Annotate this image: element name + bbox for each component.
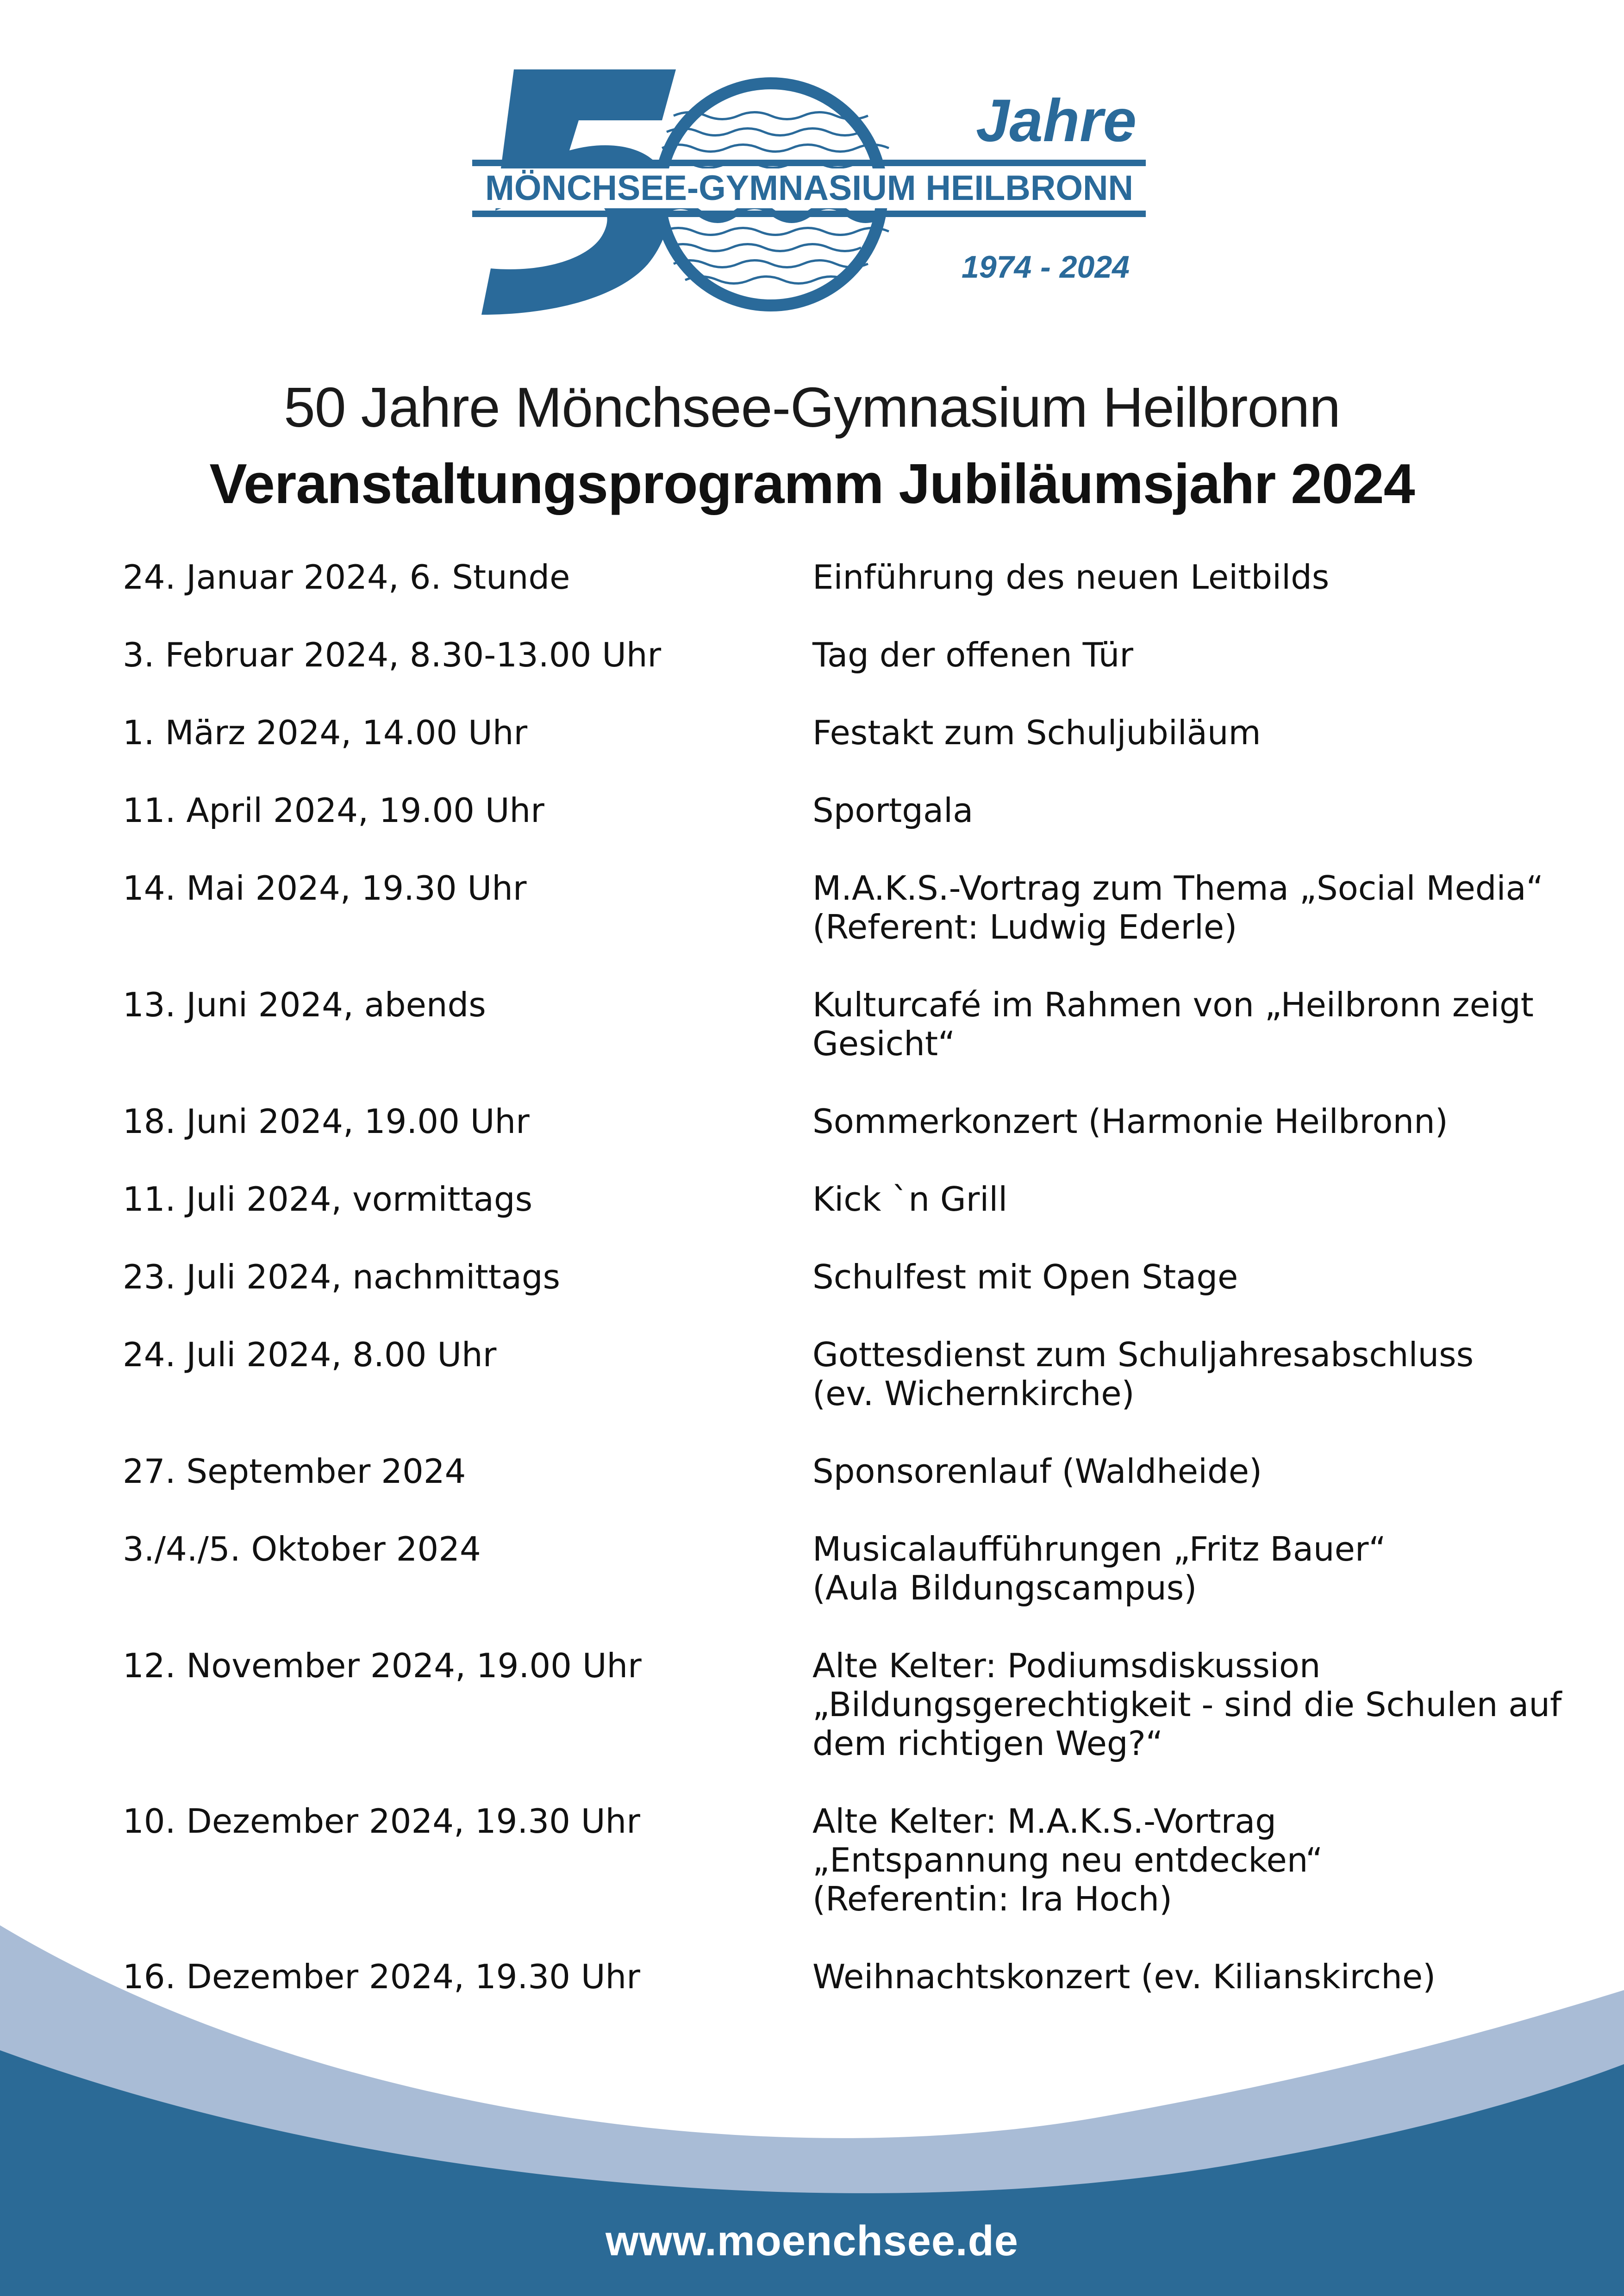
event-title-line: Sommerkonzert (Harmonie Heilbronn) [812, 1102, 1448, 1141]
event-title-line: „Bildungsgerechtigkeit - sind die Schulen auf [812, 1685, 1562, 1724]
event-title [812, 635, 1567, 674]
logo-bar-top [472, 160, 1146, 166]
event-title [812, 1102, 1567, 1141]
event-date: 13. Juni 2024, abends [123, 985, 486, 1024]
logo-jahre: Jahre [976, 87, 1137, 154]
event-title-line: Festakt zum Schuljubiläum [812, 713, 1261, 752]
event-title [812, 1335, 1567, 1413]
school-logo [463, 56, 1157, 333]
event-title-line: (ev. Wichernkirche) [812, 1374, 1135, 1413]
event-row [123, 1257, 1567, 1296]
event-title [812, 713, 1567, 752]
event-title [812, 1180, 1567, 1219]
event-title-line: Sportgala [812, 791, 974, 830]
event-title-line: Schulfest mit Open Stage [812, 1257, 1238, 1296]
event-date: 23. Juli 2024, nachmittags [123, 1257, 561, 1296]
event-row [123, 1646, 1567, 1763]
event-title-line: dem richtigen Weg?“ [812, 1724, 1163, 1763]
event-date: 3./4./5. Oktober 2024 [123, 1530, 481, 1568]
event-date: 3. Februar 2024, 8.30-13.00 Uhr [123, 635, 662, 674]
event-title [812, 1257, 1567, 1296]
event-title-line: Alte Kelter: M.A.K.S.-Vortrag [812, 1802, 1276, 1841]
event-row [123, 985, 1567, 1063]
event-row [123, 1335, 1567, 1413]
event-list [123, 558, 1567, 2035]
logo-years: 1974 - 2024 [962, 249, 1130, 285]
logo-bar-bottom [472, 211, 1146, 217]
event-date: 10. Dezember 2024, 19.30 Uhr [123, 1802, 640, 1841]
event-title-line: M.A.K.S.-Vortrag zum Thema „Social Media“ [812, 869, 1543, 908]
event-title [812, 1452, 1567, 1491]
event-row [123, 869, 1567, 946]
event-row [123, 791, 1567, 830]
event-title-line: Sponsorenlauf (Waldheide) [812, 1452, 1262, 1491]
event-date: 1. März 2024, 14.00 Uhr [123, 713, 528, 752]
event-title-line: „Entspannung neu entdecken“ [812, 1841, 1323, 1879]
event-title-line: Tag der offenen Tür [812, 635, 1133, 674]
event-title-line: Gesicht“ [812, 1024, 956, 1063]
page-title: Veranstaltungsprogramm Jubiläumsjahr 2024 [209, 452, 1415, 515]
event-row [123, 1102, 1567, 1141]
event-date: 11. Juli 2024, vormittags [123, 1180, 533, 1219]
event-row [123, 635, 1567, 674]
event-title-line: Einführung des neuen Leitbilds [812, 558, 1330, 597]
event-title-line: Kulturcafé im Rahmen von „Heilbronn zeigt [812, 985, 1534, 1024]
event-date: 14. Mai 2024, 19.30 Uhr [123, 869, 527, 908]
event-title-line: Alte Kelter: Podiumsdiskussion [812, 1646, 1321, 1685]
logo-school-name: MÖNCHSEE-GYMNASIUM HEILBRONN [485, 168, 1133, 208]
event-title-line: Kick `n Grill [812, 1180, 1008, 1219]
event-date: 11. April 2024, 19.00 Uhr [123, 791, 544, 830]
event-title [812, 791, 1567, 830]
event-title [812, 1646, 1567, 1763]
event-title-line: Gottesdienst zum Schuljahresabschluss [812, 1335, 1474, 1374]
event-title-line: Weihnachtskonzert (ev. Kilianskirche) [812, 1957, 1436, 1996]
event-title [812, 985, 1567, 1063]
event-title-line: (Referent: Ludwig Ederle) [812, 908, 1237, 946]
logo-graphic [463, 56, 1157, 333]
event-row [123, 713, 1567, 752]
event-date: 24. Juli 2024, 8.00 Uhr [123, 1335, 497, 1374]
event-title-line: Musicalaufführungen „Fritz Bauer“ [812, 1530, 1386, 1568]
event-title-line: (Aula Bildungscampus) [812, 1568, 1197, 1607]
event-row [123, 1530, 1567, 1607]
event-date: 16. Dezember 2024, 19.30 Uhr [123, 1957, 640, 1996]
event-date: 24. Januar 2024, 6. Stunde [123, 558, 570, 597]
page-subtitle: 50 Jahre Mönchsee-Gymnasium Heilbronn [283, 376, 1341, 439]
event-date: 27. September 2024 [123, 1452, 466, 1491]
event-title [812, 1530, 1567, 1607]
event-date: 18. Juni 2024, 19.00 Uhr [123, 1102, 530, 1141]
event-row [123, 1180, 1567, 1219]
event-row [123, 1452, 1567, 1491]
event-title [812, 869, 1567, 946]
event-title [812, 558, 1567, 597]
website-link[interactable]: www.moenchsee.de [606, 2217, 1018, 2265]
event-row [123, 558, 1567, 597]
event-date: 12. November 2024, 19.00 Uhr [123, 1646, 642, 1685]
event-title-line: (Referentin: Ira Hoch) [812, 1879, 1173, 1918]
